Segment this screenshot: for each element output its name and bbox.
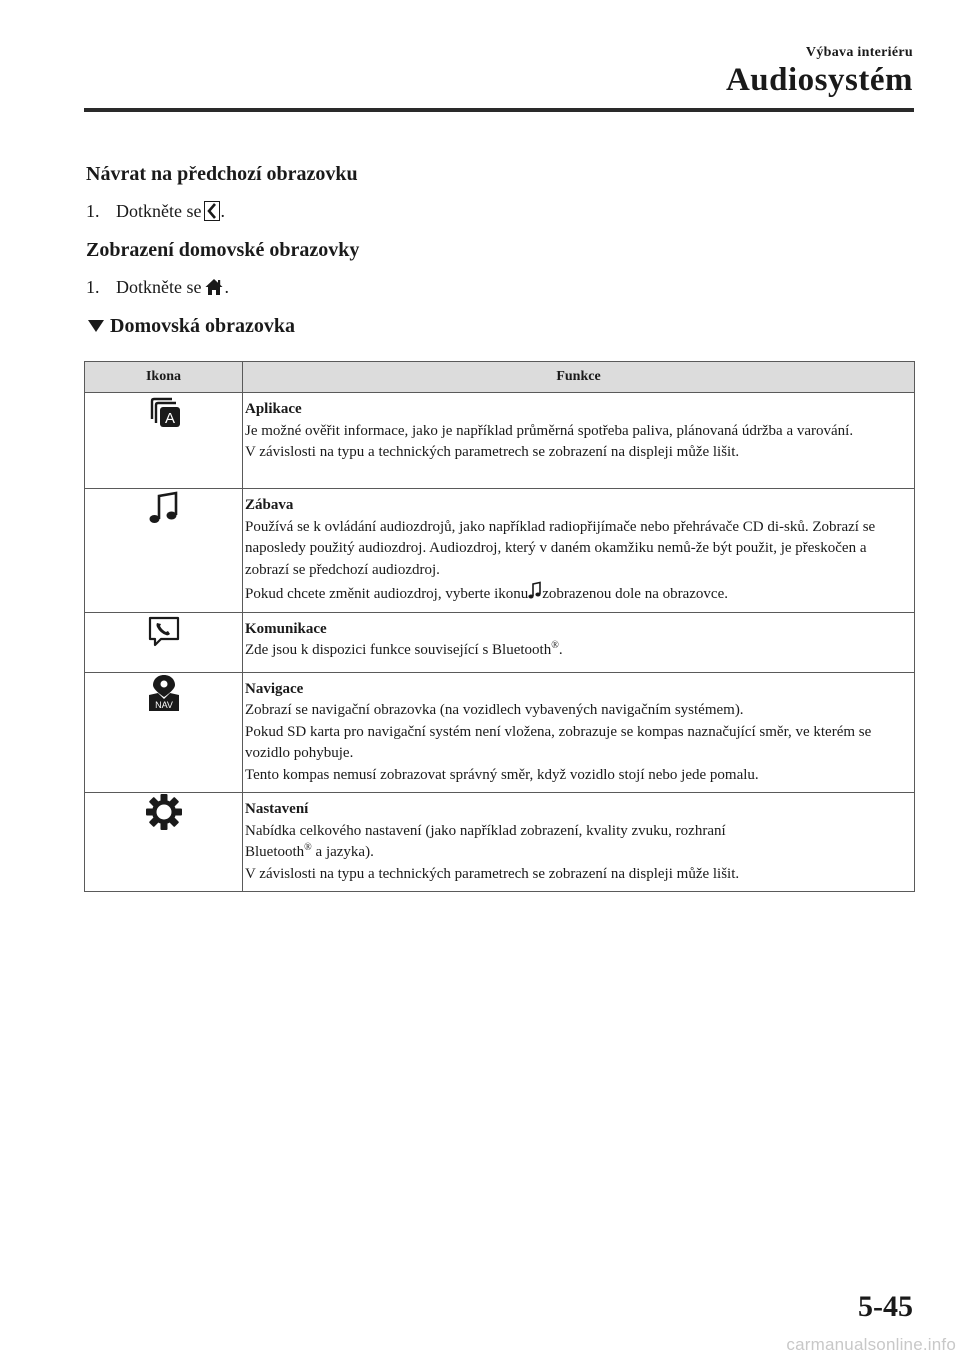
icon-cell: [85, 612, 243, 672]
function-text: Pokud SD karta pro navigační systém není vložena, zobrazuje se kompas naznačující směr, ve kterém se vozidlo pohybuje.: [245, 723, 872, 761]
home-screen-table: [84, 361, 915, 892]
function-title: Zábava: [245, 497, 294, 513]
function-title: Nastavení: [245, 801, 309, 817]
table-row: [85, 793, 915, 892]
function-text: Používá se k ovládání audiozdrojů, jako například radiopřijímače nebo přehrávače CD di-sků. Zobrazí se naposledy použitý audiozdroj. Audiozdroj, který v daném okamžiku nemů-že být použit, je přeskočen a zobrazí se předchozí audiozdroj.: [245, 518, 876, 578]
step-number: 1.: [86, 277, 100, 297]
subsection-heading: [86, 312, 916, 340]
text-part: Zde jsou k dispozici funkce související s Bluetooth: [245, 642, 552, 658]
text-part: a jazyka).: [311, 844, 374, 860]
phone-chat-icon: [146, 637, 182, 653]
function-title: Komunikace: [245, 620, 327, 637]
chevron-left-icon: [204, 201, 220, 221]
text-part: Bluetooth: [245, 844, 305, 860]
section-label: Výbava interiéru: [805, 45, 913, 60]
svg-text:A: A: [164, 410, 175, 427]
function-text: V závislosti na typu a technických parametrech se zobrazení na displeji může lišit.: [245, 444, 740, 460]
function-text: [245, 640, 910, 662]
navigation-icon: [146, 701, 182, 717]
back-heading: Návrat na předchozí obrazovku: [86, 163, 358, 185]
table-row: [85, 672, 915, 793]
icon-cell: [85, 793, 243, 892]
function-text: [245, 842, 910, 864]
function-cell: [243, 393, 915, 489]
subsection-title: Domovská obrazovka: [110, 315, 296, 337]
header-divider: [84, 108, 914, 112]
back-step: [86, 198, 916, 224]
function-text: Je možné ověřit informace, jako je například průměrná spotřeba paliva, plánovaná údržba a varování.: [245, 422, 854, 439]
icon-cell: [85, 489, 243, 613]
music-note-icon: [146, 515, 182, 531]
table-row: [85, 612, 915, 672]
function-text: V závislosti na typu a technických parametrech se zobrazení na displeji může lišit.: [245, 865, 740, 882]
function-cell: [243, 672, 915, 793]
column-header-icon: Ikona: [85, 362, 243, 393]
gear-icon: [145, 819, 183, 835]
music-note-icon: [528, 581, 542, 601]
content: [86, 160, 916, 340]
section-home: [86, 236, 916, 300]
text-before-icon: Pokud chcete změnit audiozdroj, vyberte ikonu: [245, 586, 529, 602]
watermark: carmanualsonline.info: [786, 1335, 956, 1354]
table-header-row: [85, 362, 915, 393]
column-header-function: Funkce: [243, 362, 915, 393]
function-title: Aplikace: [245, 401, 302, 417]
text-part: .: [558, 642, 563, 658]
page-title: Audiosystém: [725, 62, 913, 98]
step-number: 1.: [86, 201, 100, 221]
text-after-icon: zobrazenou dole na obrazovce.: [542, 586, 728, 602]
step-text: Dotkněte se: [116, 277, 202, 297]
section-back: [86, 160, 916, 224]
icon-cell: [85, 393, 243, 489]
function-text: Tento kompas nemusí zobrazovat správný směr, když vozidlo stojí nebo jede pomalu.: [245, 766, 759, 783]
table-row: [85, 489, 915, 613]
function-text: Zobrazí se navigační obrazovka (na vozidlech vybavených navigačním systémem).: [245, 702, 744, 718]
function-cell: [243, 612, 915, 672]
function-cell: [243, 793, 915, 892]
step-period: .: [224, 277, 229, 297]
applications-icon: [146, 410, 182, 433]
registered-mark: ®: [551, 640, 559, 651]
home-icon: [204, 277, 224, 297]
table-row: [85, 393, 915, 489]
step-text: Dotkněte se: [116, 201, 202, 221]
home-step: [86, 274, 916, 300]
icon-cell: [85, 672, 243, 793]
home-heading: Zobrazení domovské obrazovky: [86, 239, 360, 261]
triangle-down-icon: [88, 320, 104, 332]
svg-text:NAV: NAV: [154, 699, 173, 710]
page-number: 5-45: [858, 1290, 913, 1323]
function-text-with-icon: [245, 581, 910, 606]
registered-mark: ®: [304, 842, 312, 853]
function-title: Navigace: [245, 680, 304, 697]
step-period: .: [220, 201, 225, 221]
function-cell: [243, 489, 915, 613]
function-text: Nabídka celkového nastavení (jako například zobrazení, kvality zvuku, rozhraní: [245, 822, 726, 839]
